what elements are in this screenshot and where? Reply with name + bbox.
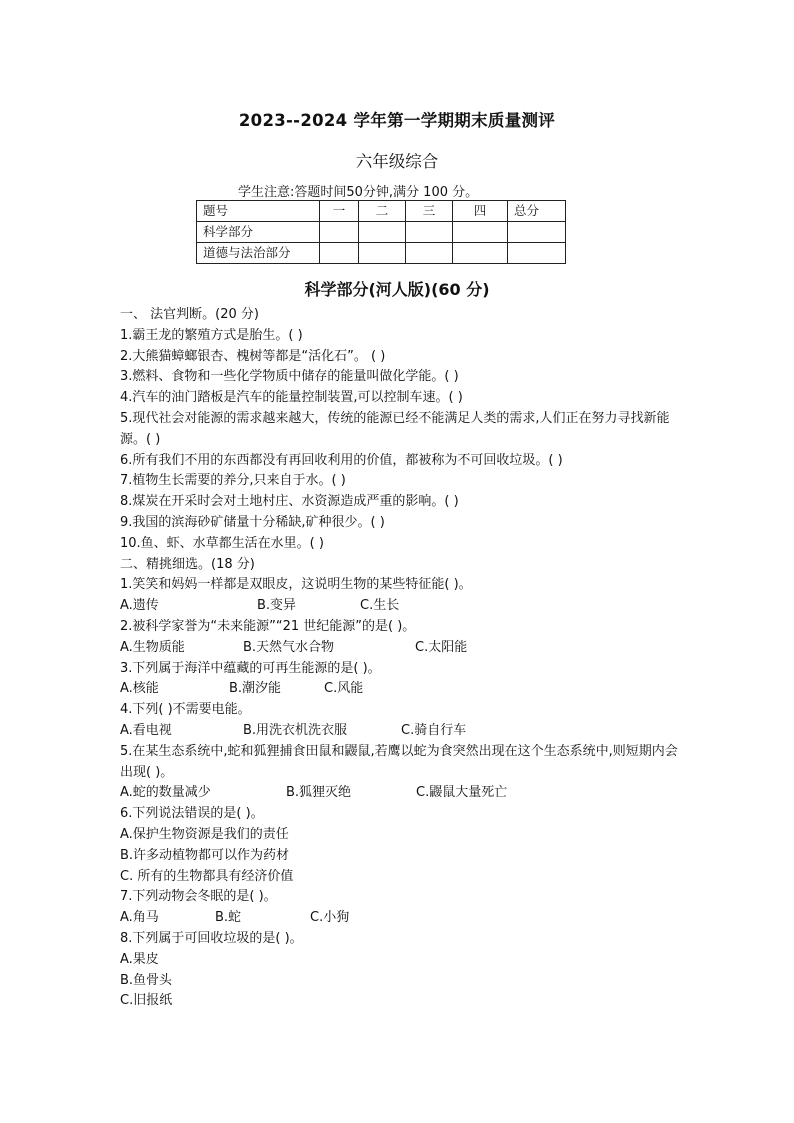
choice-option: C.鼹鼠大量死亡 <box>416 785 508 801</box>
choice-question-stem: 1.笑笑和妈妈一样都是双眼皮，这说明生物的某些特征能( )。 <box>120 577 472 593</box>
choice-option: A.蛇的数量减少 <box>120 785 211 801</box>
score-table-cell <box>359 222 406 243</box>
choice-option: C.太阳能 <box>415 639 468 655</box>
score-table-header-row <box>197 201 566 222</box>
score-table-cell <box>406 243 453 264</box>
score-table-cell <box>453 243 508 264</box>
score-table-header-cell: 题号 <box>197 201 320 222</box>
choice-question-stem: 8.下列属于可回收垃圾的是( )。 <box>120 930 303 946</box>
score-table-row <box>197 243 566 264</box>
score-table-cell <box>320 222 359 243</box>
score-table-cell <box>359 243 406 264</box>
choice-option: A.生物质能 <box>120 639 185 655</box>
score-table-header-cell: 一 <box>320 201 359 222</box>
choice-question-stem: 3.下列属于海洋中蕴藏的可再生能源的是( )。 <box>120 660 381 676</box>
choice-option: A.果皮 <box>120 951 159 967</box>
exam-title: 2023--2024 学年第一学期期末质量测评 <box>238 111 556 130</box>
score-table-header-cell: 二 <box>359 201 406 222</box>
choice-option: C.旧报纸 <box>120 993 173 1009</box>
choice-option: C.骑自行车 <box>401 722 467 738</box>
true-false-item: 2.大熊猫蟑螂银杏、槐树等都是“活化石”。 ( ) <box>120 348 386 364</box>
score-table-header-cell: 四 <box>453 201 508 222</box>
part1-title: 一、 法官判断。(20 分) <box>120 307 259 322</box>
true-false-item: 5.现代社会对能源的需求越来越大，传统的能源已经不能满足人类的需求,人们正在努力寻找新能源。( ) <box>120 410 670 447</box>
true-false-item: 6.所有我们不用的东西都没有再回收利用的价值，都被称为不可回收垃圾。( ) <box>120 452 563 468</box>
score-table-cell <box>406 222 453 243</box>
true-false-item: 10.鱼、虾、水草都生活在水里。( ) <box>120 535 324 551</box>
choice-option: B.蛇 <box>215 910 242 926</box>
choice-option: C.生长 <box>360 598 400 614</box>
choice-option: B.许多动植物都可以作为药材 <box>120 847 290 863</box>
choice-options-row <box>120 721 680 742</box>
choice-option: A.遗传 <box>120 598 159 614</box>
choice-option: A.角马 <box>120 910 159 926</box>
true-false-item: 8.煤炭在开采时会对土地村庄、水资源造成严重的影响。( ) <box>120 494 459 510</box>
science-section-heading: 科学部分(河人版)(60 分) <box>304 280 490 299</box>
true-false-item: 4.汽车的油门踏板是汽车的能量控制装置,可以控制车速。( ) <box>120 390 463 406</box>
true-false-item: 3.燃料、食物和一些化学物质中储存的能量叫做化学能。( ) <box>120 369 459 385</box>
choice-option: A.看电视 <box>120 722 172 738</box>
score-table-header-cell: 三 <box>406 201 453 222</box>
choice-option: B.用洗衣机洗衣服 <box>243 722 348 738</box>
choice-option: A.核能 <box>120 681 159 697</box>
score-table-cell <box>508 222 566 243</box>
choice-question-stem: 6.下列说法错误的是( )。 <box>120 806 264 822</box>
score-table <box>196 200 566 264</box>
score-table-row <box>197 222 566 243</box>
choice-option: B.潮汐能 <box>229 681 282 697</box>
part2-title: 二、精挑细选。(18 分) <box>120 556 255 572</box>
choice-option: B.天然气水合物 <box>243 639 335 655</box>
true-false-item: 1.霸王龙的繁殖方式是胎生。( ) <box>120 327 303 343</box>
choice-options-row <box>120 908 680 929</box>
score-table-cell <box>320 243 359 264</box>
choice-question-stem: 2.被科学家誉为“未来能源”“21 世纪能源”的是( )。 <box>120 618 416 634</box>
choice-option: B.变异 <box>257 598 297 614</box>
choice-question-stem: 4.下列( )不需要电能。 <box>120 702 251 718</box>
choice-question-stem: 7.下列动物会冬眠的是( )。 <box>120 889 277 905</box>
choice-options-row <box>120 638 680 659</box>
student-notice: 学生注意:答题时间50分钟,满分 100 分。 <box>238 185 479 200</box>
score-table-cell: 科学部分 <box>197 222 320 243</box>
choice-option: A.保护生物资源是我们的责任 <box>120 826 289 842</box>
true-false-item: 7.植物生长需要的养分,只来自于水。( ) <box>120 473 346 489</box>
choice-option: C.风能 <box>324 681 364 697</box>
choice-options-row <box>120 596 680 617</box>
question-content <box>120 305 680 1012</box>
score-table-cell: 道德与法治部分 <box>197 243 320 264</box>
score-table-header-cell: 总分 <box>508 201 566 222</box>
score-table-cell <box>508 243 566 264</box>
score-table-cell <box>453 222 508 243</box>
choice-options-row <box>120 783 680 804</box>
choice-option: B.鱼骨头 <box>120 972 173 988</box>
choice-option: C.小狗 <box>310 910 350 926</box>
choice-question-stem: 5.在某生态系统中,蛇和狐狸捕食田鼠和鼹鼠,若鹰以蛇为食突然出现在这个生态系统中,则短期内会出现( )。 <box>120 743 678 780</box>
choice-option: B.狐狸灭绝 <box>286 785 352 801</box>
true-false-item: 9.我国的滨海砂矿储量十分稀缺,矿种很少。( ) <box>120 514 385 530</box>
exam-subtitle: 六年级综合 <box>355 152 439 171</box>
choice-options-row <box>120 679 680 700</box>
choice-option: C. 所有的生物都具有经济价值 <box>120 868 294 884</box>
